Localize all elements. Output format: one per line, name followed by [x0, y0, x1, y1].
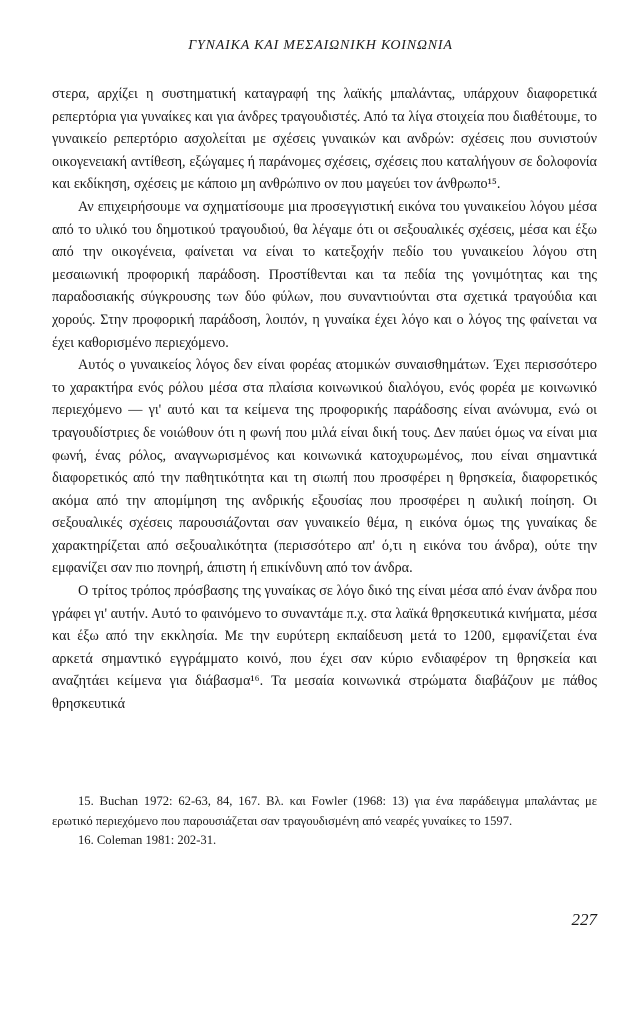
- running-head: ΓΥΝΑΙΚΑ ΚΑΙ ΜΕΣΑΙΩΝΙΚΗ ΚΟΙΝΩΝΙΑ: [188, 38, 453, 53]
- footnote-16: 16. Coleman 1981: 202-31.: [78, 833, 217, 847]
- footnote-15: 15. Buchan 1972: 62-63, 84, 167. Βλ. και Fowler (1968: 13) για ένα παράδειγμα μπαλάντας με ερωτικό περιεχόμενο που παρουσιάζεται σαν τραγουδισμένη από νεαρές γυναίκες το 1597.: [52, 794, 597, 828]
- paragraph-3: Αυτός ο γυναικείος λόγος δεν είναι φορέας ατομικών συναισθημάτων. Έχει περισσότερο το χαρακτήρα ενός ρόλου μέσα στα πλαίσια κοινωνικού διαλόγου, ενός φορέα με κοινωνικό περιεχόμενο — γι' αυτό και τα κείμενα της προφορικής παράδοσης είναι ανώνυμα, ενώ οι τραγουδίστριες δε νοιώθουν ότι η φωνή που μιλά είναι δική τους. Δεν παύει όμως να είναι μια φωνή, ένας ρόλος, αναγνωρισμένος και κοινωνικά κατοχυρωμένος, που είναι σημαντικά διαφορετικός από την παθητικότητα και τη σιωπή που προσφέρει η θρησκεία, διαφορετικός ακόμα από την απομίμηση της ανδρικής εξουσίας που προσφέρει η αυλική ποίηση. Οι σεξουαλικές σχέσεις παρουσιάζονται σαν γυναικείο θέμα, η εικόνα όμως της γυναίκας δε χαρακτηρίζεται από σεξουαλικότητα (περισσότερο απ' ό,τι η εικόνα του άνδρα), ούτε την εμφανίζει σαν πιο πονηρή, άπιστη ή επικίνδυνη από τον άνδρα.: [52, 357, 597, 577]
- paragraph-4: Ο τρίτος τρόπος πρόσβασης της γυναίκας σε λόγο δικό της είναι μέσα από έναν άνδρα που γράφει γι' αυτήν. Αυτό το φαινόμενο το συναντάμε π.χ. στα λαϊκά θρησκευτικά κινήματα, μέσα και έξω από την εκκλησία. Με την ευρύτερη εκπαίδευση μετά το 1200, εμφανίζεται ένα αρκετά σημαντικό εγγράμματο κοινό, που έχει σαν κύριο ενδιαφέρον τη θρησκεία και αναζητάει κείμενα για διάβασμα¹⁶. Τα μεσαία κοινωνικά στρώματα διαβάζουν με πάθος θρησκευτικά: [52, 583, 597, 713]
- page-number: 227: [571, 910, 597, 929]
- body-text: [52, 83, 597, 716]
- paragraph-1: στερα, αρχίζει η συστηματική καταγραφή της λαϊκής μπαλάντας, υπάρχουν διαφορετικά ρεπερτόρια για γυναίκες και για άνδρες τραγουδιστές. Από τα λίγα στοιχεία που διαθέτουμε, το γυναικείο ρεπερτόριο ασχολείται με σχέσεις γυναικών και ανδρών: σχέσεις που συνιστούν οικογενειακή αντίθεση, εξώγαμες ή παράνομες σχέσεις, σχέσεις που καταλήγουν σε δολοφονία και εκδίκηση, σχέσεις με κάποιο μη ανθρώπινο ον που μαγεύει τον άνθρωπο¹⁵.: [52, 86, 597, 193]
- footnotes: [52, 792, 597, 851]
- paragraph-2: Αν επιχειρήσουμε να σχηματίσουμε μια προσεγγιστική εικόνα του γυναικείου λόγου μέσα από το υλικό του δημοτικού τραγουδιού, θα λέγαμε ότι οι σεξουαλικές σχέσεις, μέσα και έξω από την οικογένεια, φαίνεται να είναι το κατεξοχήν πεδίο του γυναικείου λόγου στη μεσαιωνική προφορική παράδοση. Προστίθενται και τα πεδία της γονιμότητας και της παραδοσιακής σύγκρουσης των δύο φύλων, που συναντιούνται στα σχετικά τραγούδια και χορούς. Στην προφορική παράδοση, λοιπόν, η γυναίκα έχει λόγο και ο λόγος της φαίνεται να έχει καθορισμένο περιεχόμενο.: [52, 198, 597, 351]
